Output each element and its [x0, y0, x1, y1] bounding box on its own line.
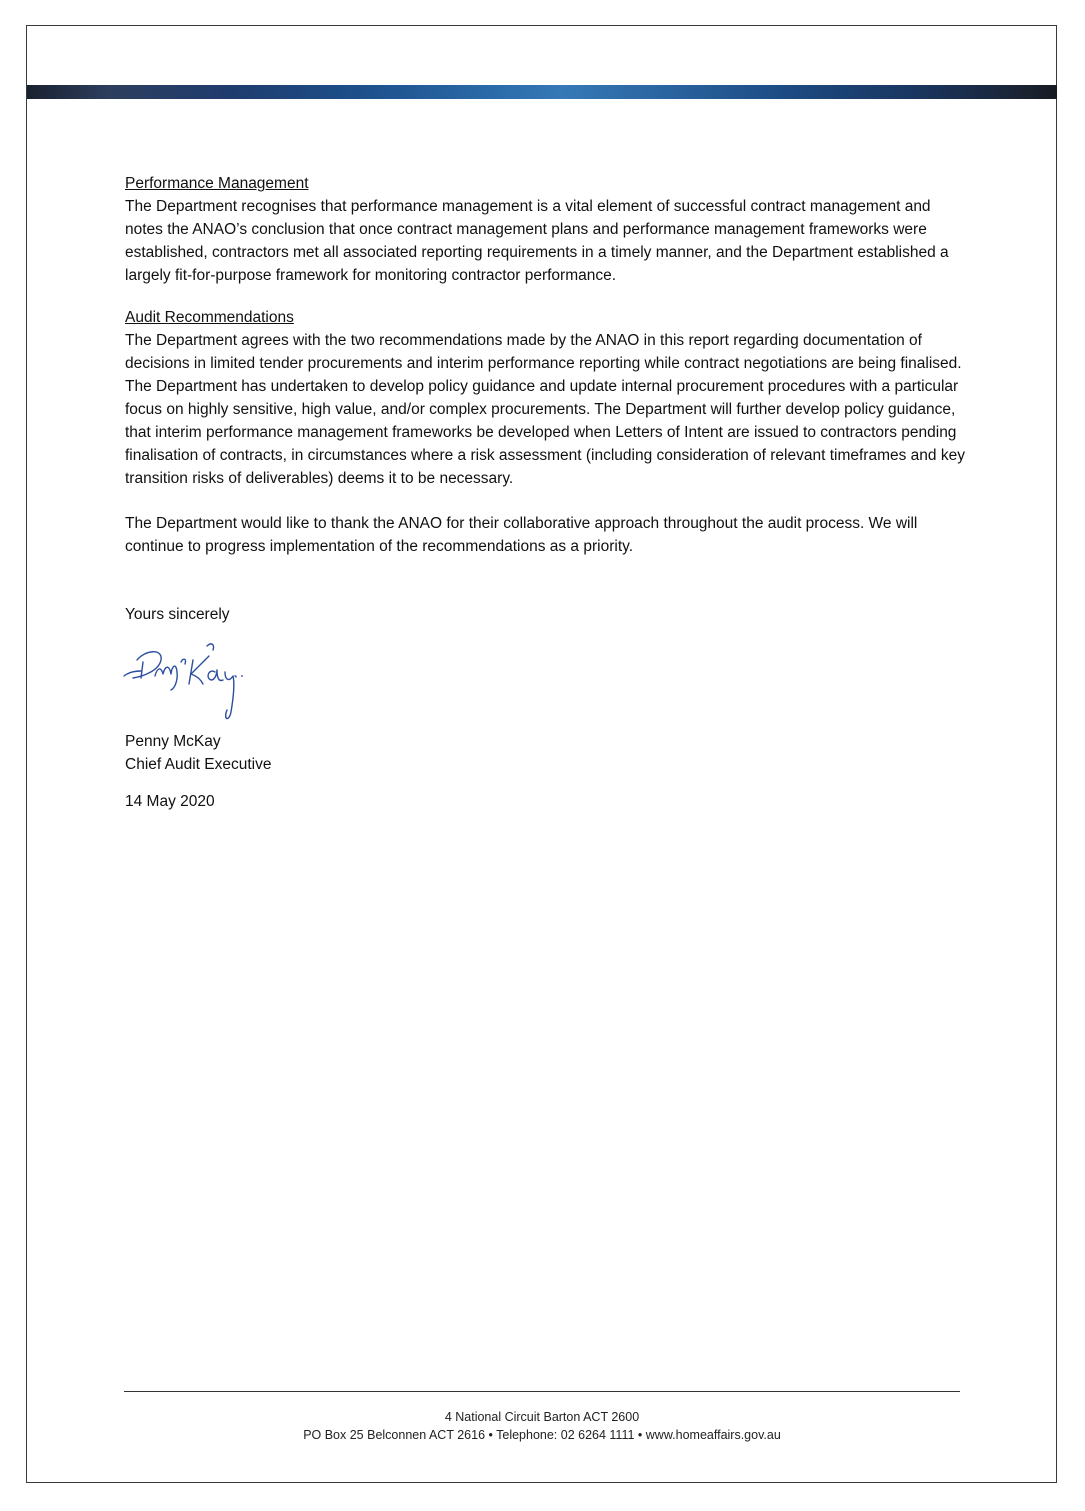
footer-address: 4 National Circuit Barton ACT 2600: [444, 1410, 640, 1424]
section-heading-performance-management: Performance Management: [125, 175, 309, 192]
signature-image: [119, 638, 279, 728]
valediction: Yours sincerely: [125, 606, 230, 623]
signatory-title: Chief Audit Executive: [125, 756, 272, 773]
footer: [124, 1408, 960, 1444]
signatory-name: Penny McKay: [125, 733, 221, 750]
header-band: [27, 85, 1057, 99]
letter-body: [125, 172, 965, 813]
footer-divider: [124, 1391, 960, 1392]
closing-paragraph: The Department would like to thank the ANAO for their collaborative approach throughout the audit process. We will continue to progress implementation of the recommendations as a priority.: [125, 515, 918, 555]
paragraph-audit-recommendations: The Department agrees with the two recommendations made by the ANAO in this report regarding documentation of decisions in limited tender procurements and interim performance reporting while contract negotiations are being finalised. The Department has undertaken to develop policy guidance and update internal procurement procedures with a particular focus on highly sensitive, high value, and/or complex procurements. The Department will further develop policy guidance, that interim performance management frameworks be developed when Letters of Intent are issued to contractors pending finalisation of contracts, in circumstances where a risk assessment (including consideration of relevant timeframes and key transition risks of deliverables) deems it to be necessary.: [125, 332, 965, 487]
footer-contact: PO Box 25 Belconnen ACT 2616 • Telephone: 02 6264 1111 • www.homeaffairs.gov.au: [303, 1428, 781, 1442]
paragraph-performance-management: The Department recognises that performance management is a vital element of successful contract management and notes the ANAO’s conclusion that once contract management plans and performance management frameworks were established, contractors met all associated reporting requirements in a timely manner, and the Department established a largely fit-for-purpose framework for monitoring contractor performance.: [125, 198, 949, 284]
letter-date: 14 May 2020: [125, 793, 215, 810]
section-heading-audit-recommendations: Audit Recommendations: [125, 309, 294, 326]
